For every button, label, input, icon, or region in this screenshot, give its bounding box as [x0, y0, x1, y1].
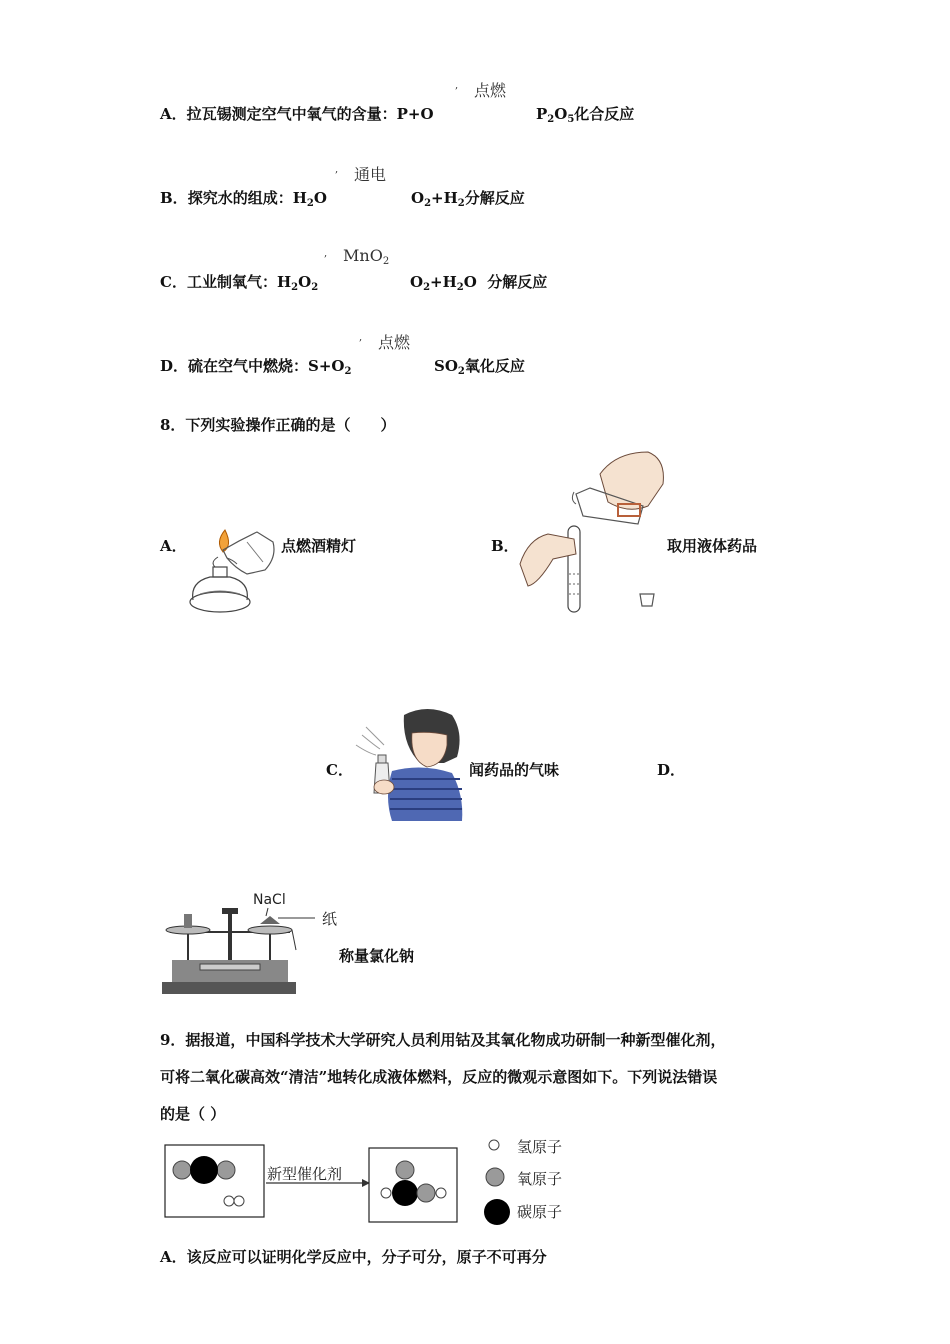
question-8-stem: 8．下列实验操作正确的是（ ）: [160, 416, 396, 434]
option-7d: D．硫在空气中燃烧：$S+O_2$: [160, 357, 352, 377]
option-7c-product: $O_2+H_2O$ 分解反应: [410, 273, 548, 293]
liquid-pour-figure: [518, 444, 668, 619]
option-7b: B．探究水的组成：$H_2O$: [160, 189, 327, 209]
catalyst-label: 新型催化剂: [267, 1165, 343, 1183]
condition-b: 通电: [354, 165, 387, 184]
condition-c: MnO$_2$: [343, 246, 390, 267]
condition-dot: ,: [359, 332, 363, 343]
condition-d: 点燃: [378, 333, 411, 352]
condition-dot: ,: [455, 80, 459, 91]
condition-dot: ,: [335, 164, 339, 175]
option-8a-letter: A．: [160, 537, 187, 555]
alcohol-lamp-figure: [185, 512, 285, 617]
question-9-line2: 可将二氧化碳高效“清洁”地转化成液体燃料，反应的微观示意图如下。下列说法错误: [160, 1068, 718, 1086]
option-7a: A．拉瓦锡测定空气中氧气的含量：P+O: [160, 105, 434, 123]
condition-dot: ,: [324, 248, 328, 259]
option-7c: C．工业制氧气：$H_2O_2$: [160, 273, 319, 293]
option-8b-label: 取用液体药品: [667, 537, 758, 555]
option-8a-label: 点燃酒精灯: [281, 537, 357, 555]
legend-oxygen: 氧原子: [517, 1170, 563, 1188]
legend-carbon: 碳原子: [517, 1203, 563, 1221]
option-8c-letter: C．: [326, 761, 353, 779]
legend-hydrogen-icon: [487, 1138, 501, 1152]
condition-a: 点燃: [474, 81, 507, 100]
nacl-label: NaCl: [253, 892, 286, 908]
option-7b-product: $O_2+H_2$分解反应: [411, 189, 525, 209]
legend-oxygen-icon: [484, 1166, 506, 1188]
question-9-line1: 9．据报道，中国科学技术大学研究人员利用钴及其氧化物成功研制一种新型催化剂，: [160, 1031, 726, 1049]
question-9-line3: 的是（ ）: [160, 1105, 226, 1123]
paper-label: 纸: [322, 910, 338, 928]
option-8c-label: 闻药品的气味: [469, 761, 560, 779]
option-7a-product: $P_2O_5$化合反应: [536, 105, 635, 125]
option-8d-letter: D．: [657, 761, 686, 779]
legend-hydrogen: 氢原子: [517, 1138, 563, 1156]
option-8d-label: 称量氯化钠: [339, 947, 415, 965]
option-8b-letter: B．: [491, 537, 519, 555]
legend-carbon-icon: [482, 1197, 512, 1227]
question-9-option-a: A．该反应可以证明化学反应中，分子可分，原子不可再分: [160, 1248, 547, 1266]
smell-figure: [352, 705, 467, 823]
option-7d-product: $SO_2$氧化反应: [434, 357, 525, 377]
